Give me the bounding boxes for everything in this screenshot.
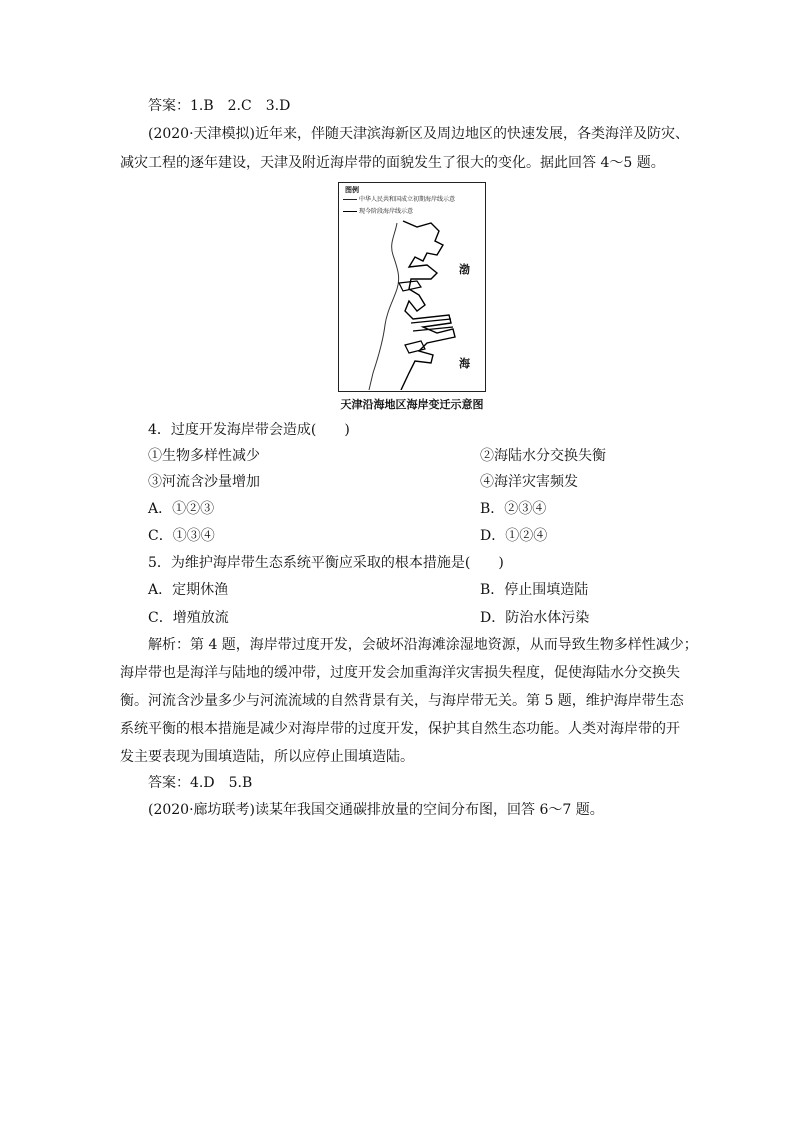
q4-option-c: C．①③④ <box>148 528 215 544</box>
legend-title: 图例 <box>345 185 359 194</box>
intro-4-5-line-1 <box>148 124 708 144</box>
coastline-map <box>338 182 486 392</box>
q4-statement-3: ③河流含沙量增加 <box>148 474 260 490</box>
question-4-stem: 4．过度开发海岸带会造成( ) <box>148 422 350 438</box>
legend-item-early-label: 中华人民共和国成立初期海岸线示意 <box>359 196 456 203</box>
q4-statement-4: ④海洋灾害频发 <box>480 474 578 490</box>
q4-option-a: A．①②③ <box>148 501 215 517</box>
question-5-stem: 5．为维护海岸带生态系统平衡应采取的根本措施是( ) <box>148 555 504 571</box>
port-jetty-south <box>411 319 453 331</box>
intro-6-7 <box>148 800 708 820</box>
q5-option-b: B．停止围填造陆 <box>480 582 589 598</box>
q5-option-a: A．定期休渔 <box>148 582 229 598</box>
intro-6-7-source: (2020·廊坊联考) <box>148 802 256 818</box>
map-caption: 天津沿海地区海岸变迁示意图 <box>340 398 484 411</box>
intro-4-5-line-2: 减灾工程的逐年建设，天津及附近海岸带的面貌发生了很大的变化。据此回答 4～5 题。 <box>120 155 665 171</box>
analysis-line-1: 解析：第 4 题，海岸带过度开发，会破坏沿海滩涂湿地资源，从而导致生物多样性减少； <box>148 637 698 653</box>
current-coastline <box>401 221 455 390</box>
q5-option-c: C．增殖放流 <box>148 610 229 626</box>
answer-line-2: 答案：4.D 5.B <box>148 775 253 791</box>
q4-statement-2: ②海陆水分交换失衡 <box>480 448 606 464</box>
q4-option-b: B．②③④ <box>480 501 547 517</box>
intro-4-5-source: (2020·天津模拟) <box>148 126 256 142</box>
q5-option-d: D．防治水体污染 <box>480 610 590 626</box>
intro-6-7-text: 读某年我国交通碳排放量的空间分布图，回答 6～7 题。 <box>255 802 604 818</box>
analysis-line-2: 海岸带也是海洋与陆地的缓冲带，过度开发会加重海洋灾害损失程度，促使海陆水分交换失 <box>120 665 680 681</box>
early-coastline <box>369 223 399 390</box>
sea-label-bo: 渤 <box>459 263 470 276</box>
analysis-line-5: 发主要表现为围填造陆，所以应停止围填造陆。 <box>120 749 414 765</box>
q4-option-d: D．①②④ <box>480 528 548 544</box>
legend-item-current-label: 现今阶段海岸线示意 <box>359 208 414 215</box>
analysis-line-4: 系统平衡的根本措施是减少对海岸带的过度开发，保护其自然生态功能。人类对海岸带的开 <box>120 721 680 737</box>
q4-statement-1: ①生物多样性减少 <box>148 448 260 464</box>
intro-4-5-text-1: 近年来，伴随天津滨海新区及周边地区的快速发展，各类海洋及防灾、 <box>255 126 690 142</box>
answer-line-1: 答案：1.B 2.C 3.D <box>148 98 291 114</box>
analysis-line-3: 衡。河流含沙量多少与河流流域的自然背景有关，与海岸带无关。第 5 题，维护海岸带生态 <box>120 693 684 709</box>
sea-label-hai: 海 <box>459 357 470 370</box>
